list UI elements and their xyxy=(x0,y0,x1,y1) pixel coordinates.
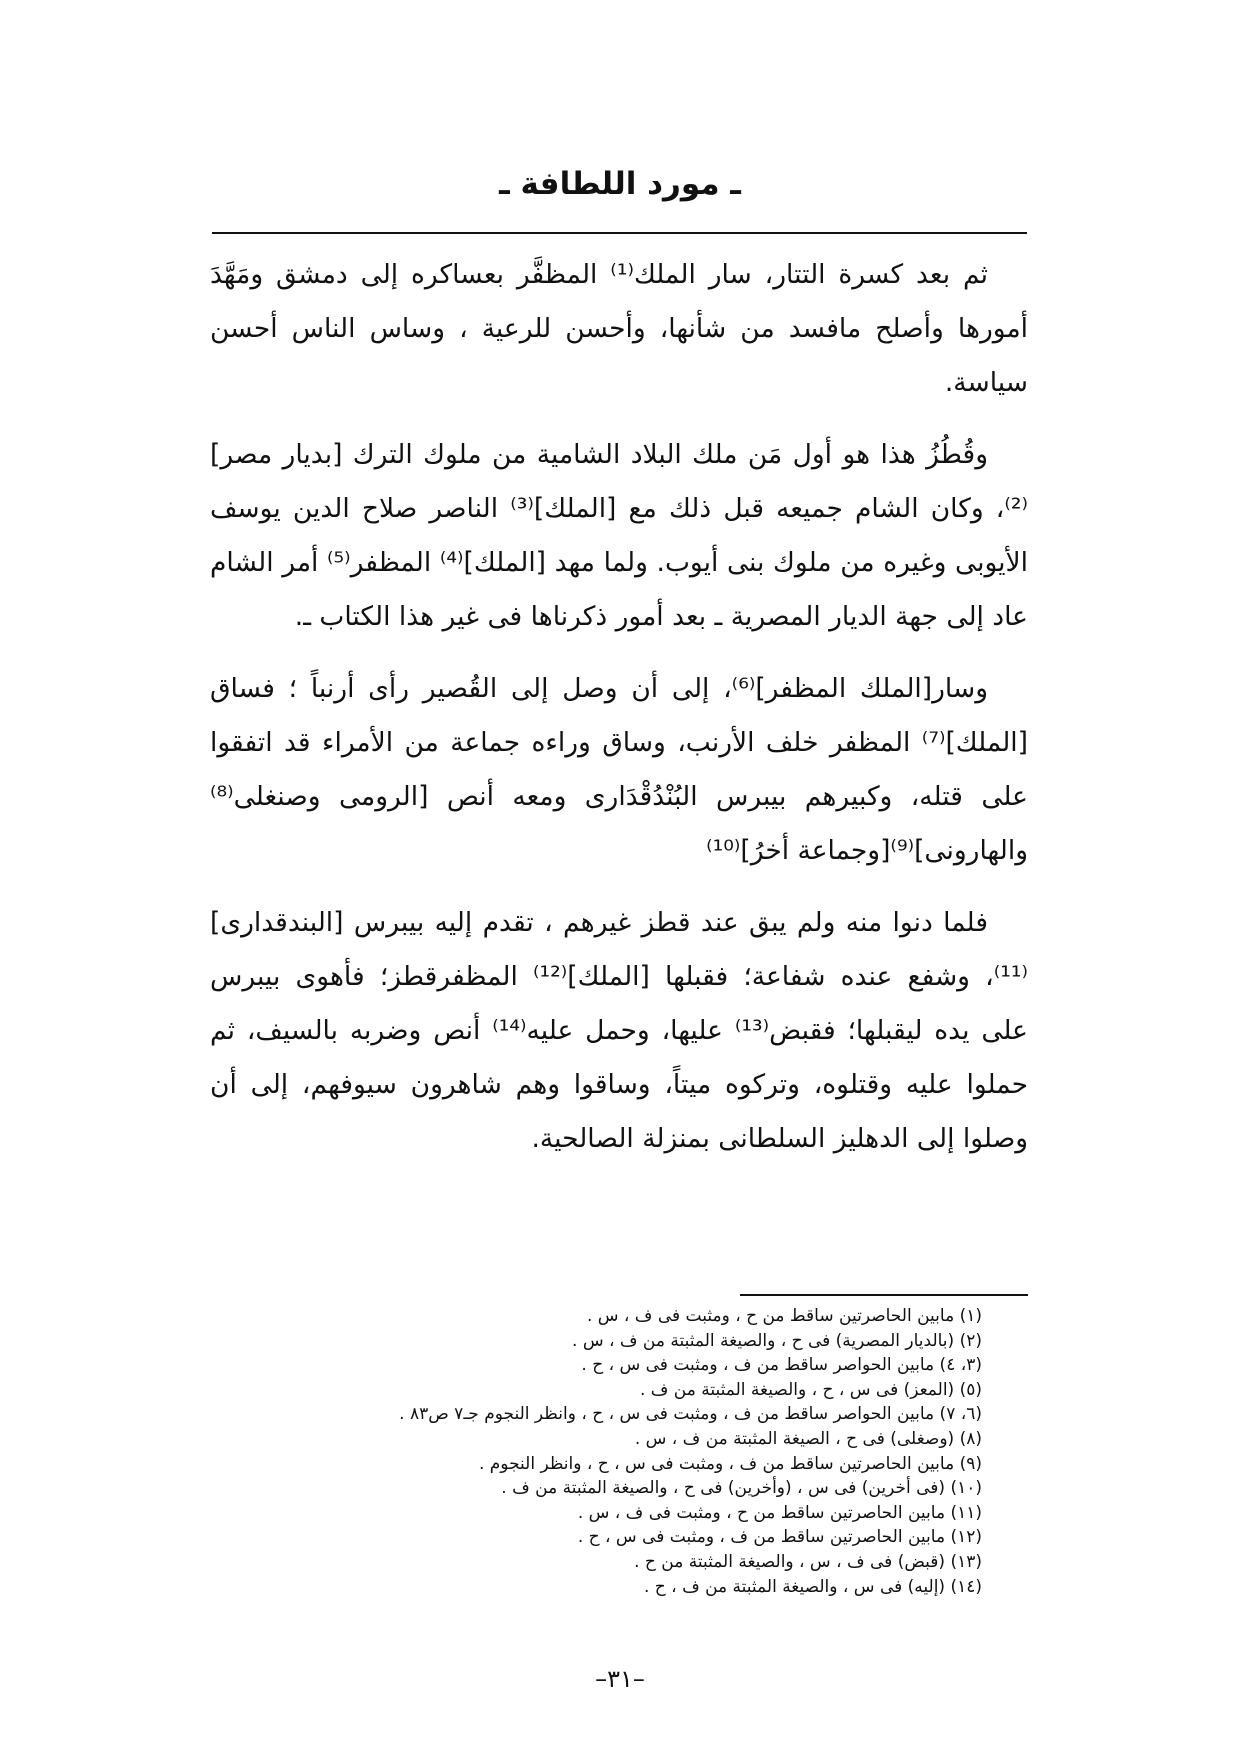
running-header: ـ مورد اللطافة ـ xyxy=(499,166,741,202)
footnote: (٦، ٧) مابين الحواصر ساقط من ف ، ومثبت فى س ، ح ، وانظر النجوم جـ٧ ص٨٣ . xyxy=(399,1404,982,1425)
footnote-divider xyxy=(740,1294,1028,1296)
footnote: (١٣) (قبض) فى ف ، س ، والصيغة المثبتة من ح . xyxy=(634,1551,982,1572)
paragraph: وقُطُزُ هذا هو أول مَن ملك البلاد الشامية من ملوك الترك [بديار مصر]⁽²⁾، وكان الشام جميعه قبل ذلك مع [الملك]⁽³⁾ الناصر صلاح الدين يوسف الأيوبى وغيره من ملوك بنى أيوب. ولما مهد [الملك]⁽⁴⁾ المظفر⁽⁵⁾ أمر الشام عاد إلى جهة الديار المصرية ـ بعد أمور ذكرناها فى غير هذا الكتاب ـ. xyxy=(210,439,1029,632)
footnote: (١) مابين الحاصرتين ساقط من ح ، ومثبت فى ف ، س . xyxy=(586,1306,982,1326)
footnote: (١٠) (فى أخرين) فى س ، (وأخرين) فى ح ، والصيغة المثبتة من ف . xyxy=(501,1478,982,1499)
footnote: (٥) (المعز) فى س ، ح ، والصيغة المثبتة من ف . xyxy=(639,1379,982,1400)
footnotes xyxy=(212,1304,1028,1599)
footnote: (٣، ٤) مابين الحواصر ساقط من ف ، ومثبت فى س ، ح . xyxy=(581,1355,982,1376)
footnote: (٢) (بالديار المصرية) فى ح ، والصيغة المثبتة من ف ، س . xyxy=(572,1330,982,1351)
paragraph: ثم بعد كسرة التتار، سار الملك⁽¹⁾ المظفَّر بعساكره إلى دمشق ومَهَّدَ أمورها وأصلح مافسد من شأنها، وأحسن للرعية ، وساس الناس أحسن سياسة. xyxy=(210,259,1028,398)
main-text xyxy=(210,248,1028,1184)
header-divider xyxy=(212,232,1027,234)
paragraph: فلما دنوا منه ولم يبق عند قطز غيرهم ، تقدم إليه بيبرس [البندقدارى]⁽¹¹⁾، وشفع عنده شفاعة؛ فقبلها [الملك]⁽¹²⁾ المظفرقطز؛ فأهوى بيبرس على يده ليقبلها؛ فقبض⁽¹³⁾ عليها، وحمل عليه⁽¹⁴⁾ أنص وضربه بالسيف، ثم حملوا عليه وقتلوه، وتركوه ميتاً، وساقوا وهم شاهرون سيوفهم، إلى أن وصلوا إلى الدهليز السلطانى بمنزلة الصالحية. xyxy=(210,907,1028,1154)
paragraph: وسار[الملك المظفر]⁽⁶⁾، إلى أن وصل إلى القُصير رأى أرنباً ؛ فساق [الملك]⁽⁷⁾ المظفر خلف الأرنب، وساق وراءه جماعة من الأمراء قد اتفقوا على قتله، وكبيرهم بيبرس البُنْدُقْدَارى ومعه أنص [الرومى وصنغلى⁽⁸⁾ والهارونى]⁽⁹⁾[وجماعة أخرُ]⁽¹⁰⁾ xyxy=(210,673,1028,866)
footnote: (١٤) (إليه) فى س ، والصيغة المثبتة من ف ، ح . xyxy=(644,1576,982,1597)
page-number: –٣١– xyxy=(595,1665,645,1693)
footnote: (٩) مابين الحاصرتين ساقط من ف ، ومثبت فى س ، ح ، وانظر النجوم . xyxy=(478,1453,982,1474)
footnote: (١٢) مابين الحاصرتين ساقط من ف ، ومثبت فى س ، ح . xyxy=(577,1527,982,1548)
footnote: (٨) (وصغلى) فى ح ، الصيغة المثبتة من ف ، س . xyxy=(634,1428,982,1449)
footnote: (١١) مابين الحاصرتين ساقط من ح ، ومثبت فى ف ، س . xyxy=(577,1502,982,1523)
